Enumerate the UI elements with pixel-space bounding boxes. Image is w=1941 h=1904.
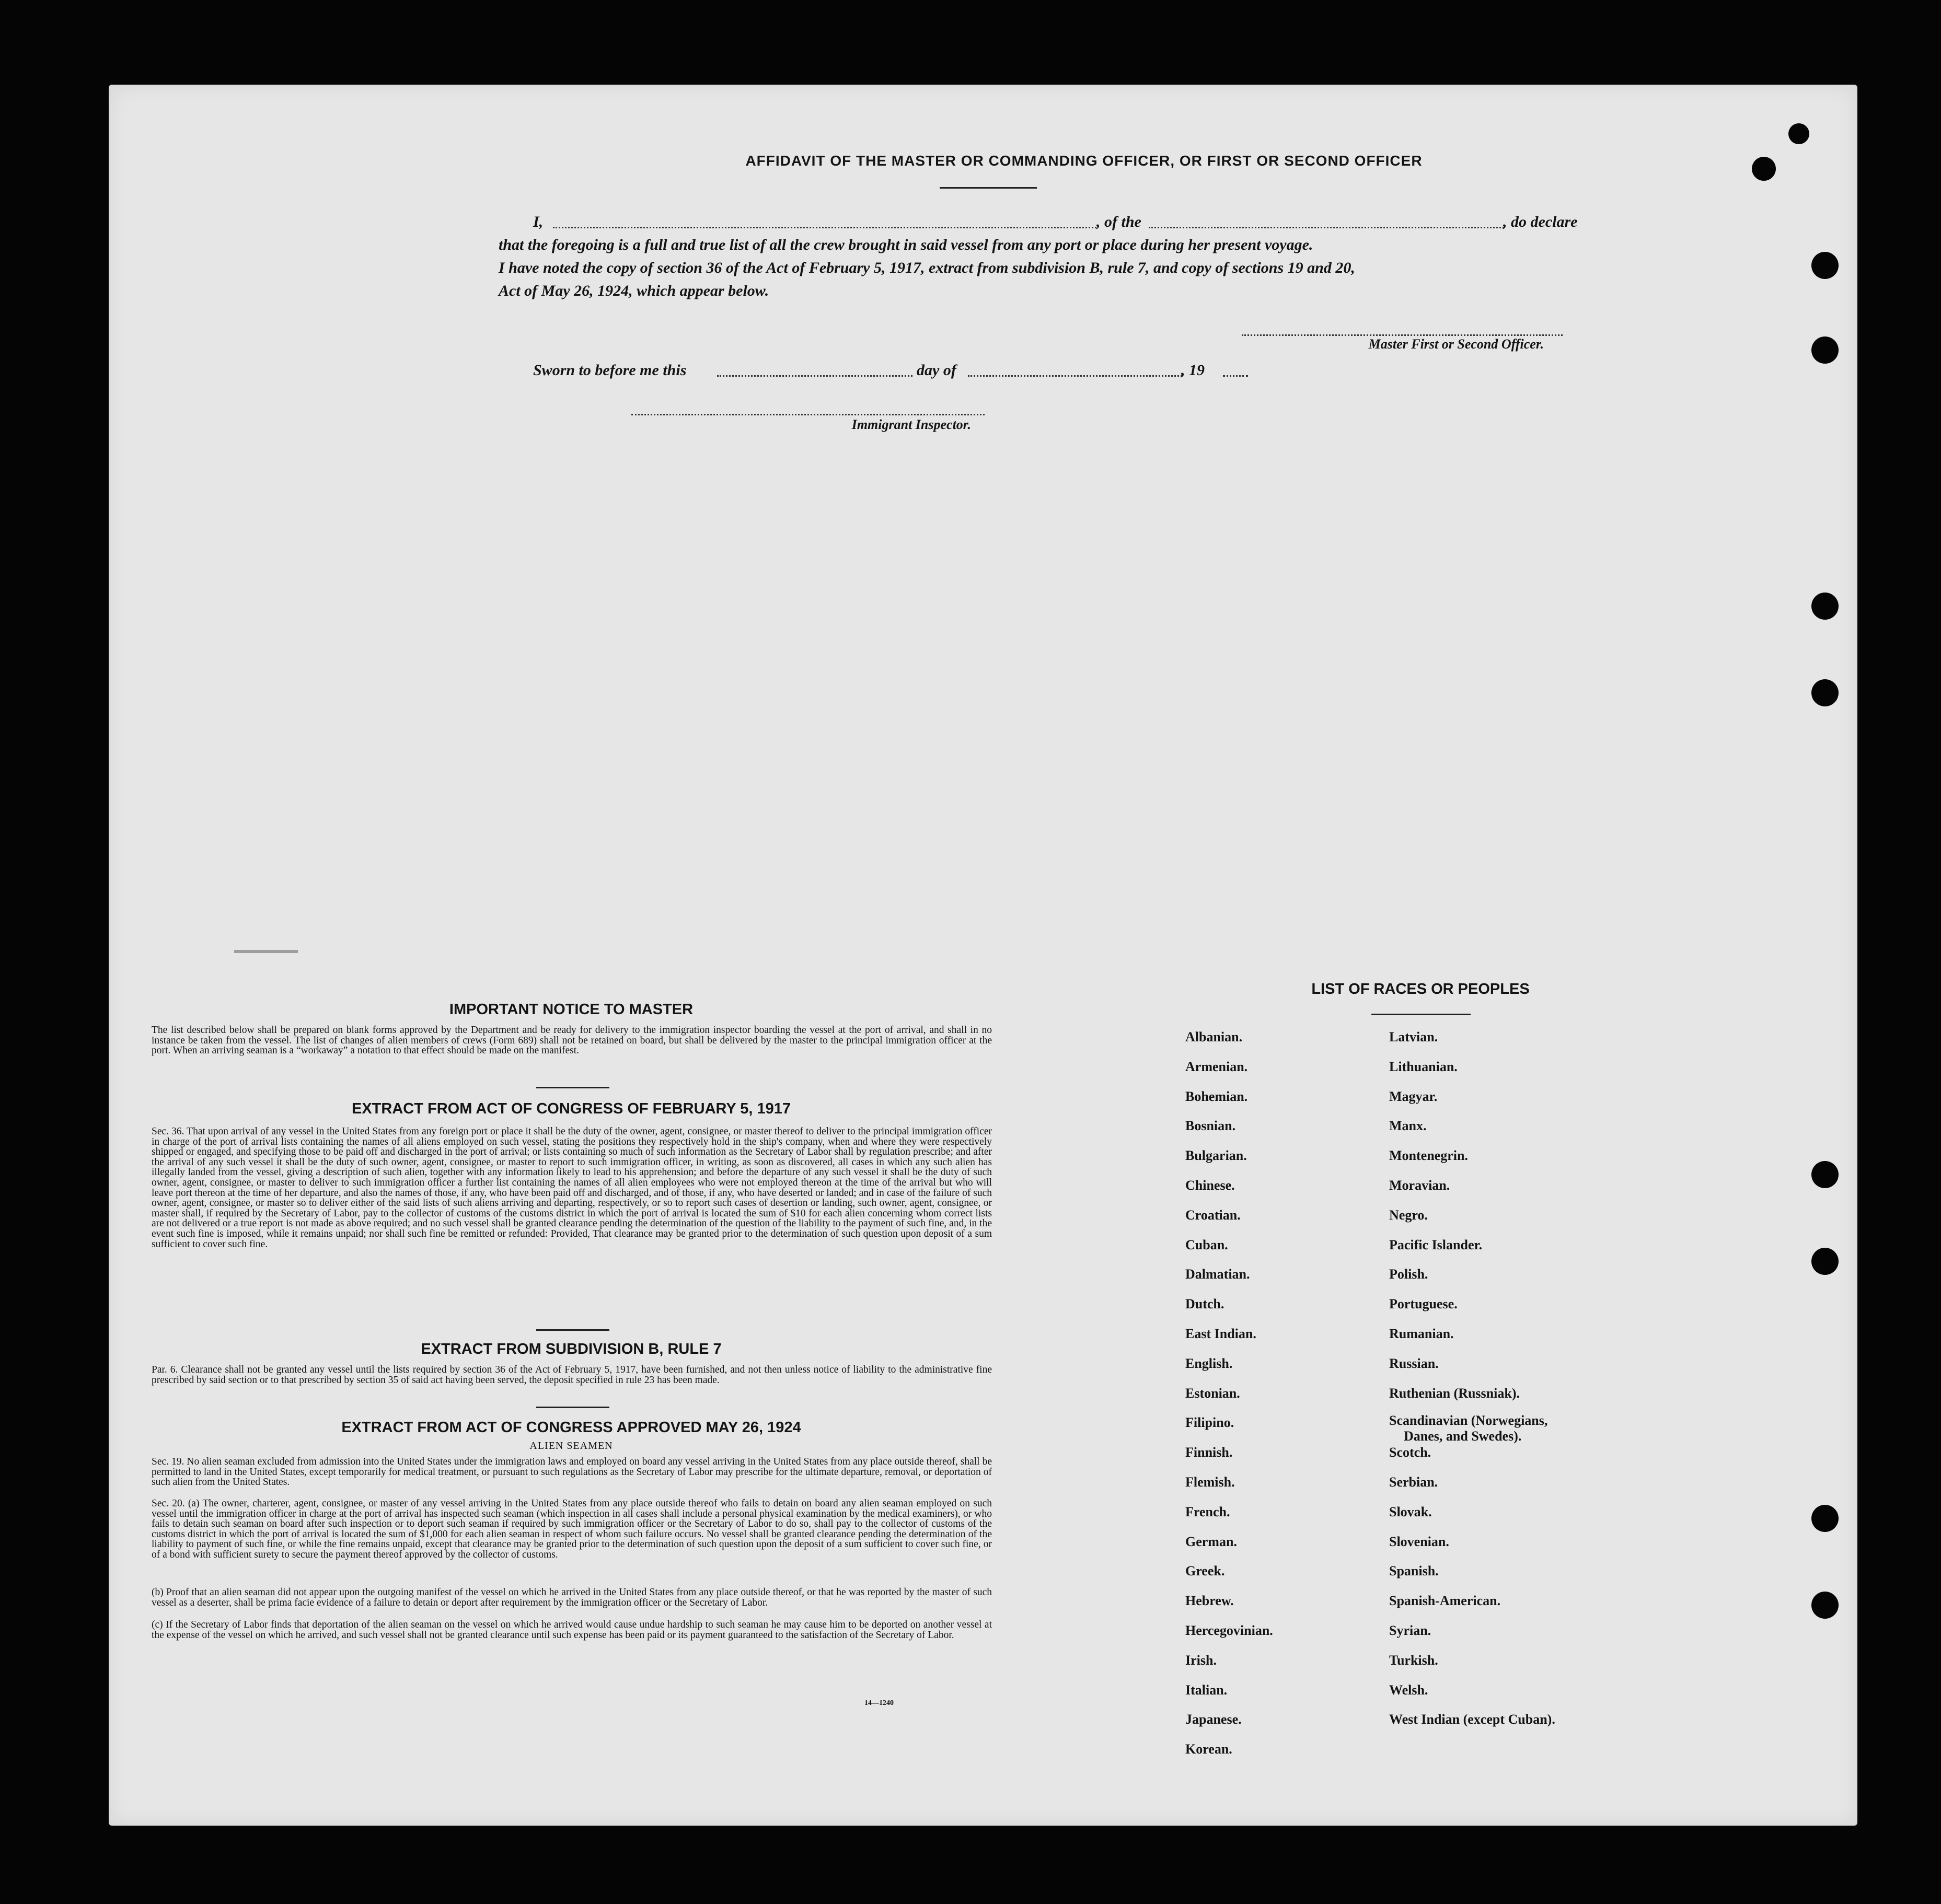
sworn-label: Sworn to before me this: [533, 362, 687, 379]
rule7-text: Par. 6. Clearance shall not be granted any vessel until the lists required by section 36 of the Act of February 5, 1917, have been furnished, and not then unless notice of liability to the administrative fine prescribed by said section or to that prescribed by section 35 of said act having been served, the deposit specified in rule 23 has been made.: [152, 1364, 992, 1386]
race-item: Negro.: [1389, 1208, 1428, 1223]
race-item: English.: [1185, 1356, 1233, 1371]
sworn-year-label: , 19: [1181, 362, 1205, 379]
race-item: Turkish.: [1389, 1653, 1438, 1668]
binder-hole: [1811, 336, 1839, 364]
sworn-year-field[interactable]: [1223, 375, 1248, 377]
binder-hole: [1811, 679, 1839, 706]
race-item: Manx.: [1389, 1118, 1427, 1133]
master-name-field[interactable]: [553, 227, 1096, 228]
race-item: German.: [1185, 1534, 1237, 1549]
race-item: Estonian.: [1185, 1386, 1240, 1401]
race-item: Dutch.: [1185, 1296, 1224, 1311]
race-item: Bulgarian.: [1185, 1148, 1247, 1163]
race-item: Spanish-American.: [1389, 1593, 1501, 1608]
race-item: Russian.: [1389, 1356, 1439, 1371]
affidavit-of-the-label: , of the: [1096, 213, 1141, 230]
notice-text: The list described below shall be prepared on blank forms approved by the Department and be ready for delivery to the immigration inspector boarding the vessel at the port of arrival, and shall in no instance be taken from the vessel. The list of changes of alien members of crews (Form 689) shall not be retained on board, but shall be delivered by the master to the principal immigration officer at the port. When an arriving seaman is a “workaway” a notation to that effect should be made on the manifest.: [152, 1025, 992, 1057]
affidavit-line-3: I have noted the copy of section 36 of the Act of February 5, 1917, extract from subdivision B, rule 7, and copy of sections 19 and 20,: [499, 259, 1355, 276]
race-item: Slovenian.: [1389, 1534, 1449, 1549]
sworn-month-field[interactable]: [968, 375, 1182, 377]
binder-hole: [1752, 157, 1776, 181]
race-item: West Indian (except Cuban).: [1389, 1712, 1555, 1727]
race-item: Italian.: [1185, 1682, 1228, 1698]
race-item: Armenian.: [1185, 1059, 1248, 1074]
section-divider: [536, 1329, 609, 1331]
race-item: Portuguese.: [1389, 1296, 1458, 1311]
race-item: Greek.: [1185, 1563, 1225, 1578]
binder-hole: [1811, 1161, 1839, 1188]
affidavit-i-label: I,: [533, 213, 544, 230]
race-item: Flemish.: [1185, 1475, 1235, 1490]
race-item: Danes, and Swedes).: [1404, 1429, 1522, 1444]
race-item: Ruthenian (Russniak).: [1389, 1386, 1520, 1401]
binder-hole: [1811, 593, 1839, 620]
rule7-title: EXTRACT FROM SUBDIVISION B, RULE 7: [421, 1341, 722, 1357]
race-item: Albanian.: [1185, 1029, 1243, 1044]
sec19-text: Sec. 19. No alien seaman excluded from admission into the United States under the immigration laws and employed on board any vessel arriving in the United States from any place outside thereof, shall be permitted to land in the United States, except temporarily for medical treatment, or pursuant to such regulations as the Secretary of Labor may prescribe for the ultimate departure, removal, or deportation of such alien from the United States.: [152, 1456, 992, 1488]
race-item: Japanese.: [1185, 1712, 1242, 1727]
binder-hole: [1788, 123, 1809, 144]
section-divider: [536, 1407, 609, 1408]
section-divider: [536, 1087, 609, 1088]
race-item: Chinese.: [1185, 1178, 1235, 1193]
inspector-label: Immigrant Inspector.: [851, 417, 971, 432]
race-item: Moravian.: [1389, 1178, 1450, 1193]
sworn-day-field[interactable]: [717, 375, 912, 377]
race-item: Korean.: [1185, 1742, 1232, 1757]
race-item: East Indian.: [1185, 1326, 1256, 1341]
title-underline: [940, 187, 1037, 189]
binder-hole: [1811, 1505, 1839, 1532]
affidavit-line-4: Act of May 26, 1924, which appear below.: [499, 282, 769, 299]
affidavit-declare-label: , do declare: [1503, 213, 1578, 230]
race-item: Finnish.: [1185, 1445, 1233, 1460]
race-item: Magyar.: [1389, 1089, 1438, 1104]
race-item: Welsh.: [1389, 1682, 1428, 1698]
races-underline: [1371, 1014, 1471, 1015]
race-item: Syrian.: [1389, 1623, 1431, 1638]
stamp-mark: [234, 950, 298, 953]
race-item: French.: [1185, 1504, 1230, 1519]
race-item: Hercegovinian.: [1185, 1623, 1273, 1638]
form-number: 14—1240: [864, 1699, 894, 1707]
race-item: Croatian.: [1185, 1208, 1241, 1223]
alien-seamen-subtitle: ALIEN SEAMEN: [529, 1440, 613, 1452]
race-item: Serbian.: [1389, 1475, 1438, 1490]
master-signature-field[interactable]: [1242, 334, 1563, 336]
sworn-day-of-label: day of: [917, 362, 956, 379]
vessel-name-field[interactable]: [1149, 227, 1504, 228]
sec20c-text: (c) If the Secretary of Labor finds that deportation of the alien seaman on the vessel on which he arrived would cause undue hardship to such seaman he may cause him to be deported on another vessel at the expense of the vessel on which he arrived, and such vessel shall not be granted clearance until such expense has been paid or its payment guaranteed to the satisfaction of the Secretary of Labor.: [152, 1619, 992, 1641]
extract-1924-title: EXTRACT FROM ACT OF CONGRESS APPROVED MAY 26, 1924: [341, 1419, 801, 1436]
race-item: Hebrew.: [1185, 1593, 1234, 1608]
race-item: Dalmatian.: [1185, 1267, 1250, 1282]
race-item: Bosnian.: [1185, 1118, 1236, 1133]
affidavit-title: AFFIDAVIT OF THE MASTER OR COMMANDING OFFICER, OR FIRST OR SECOND OFFICER: [745, 153, 1423, 169]
race-item: Rumanian.: [1389, 1326, 1454, 1341]
race-item: Montenegrin.: [1389, 1148, 1468, 1163]
inspector-signature-field[interactable]: [631, 414, 985, 415]
race-item: Scotch.: [1389, 1445, 1431, 1460]
notice-title: IMPORTANT NOTICE TO MASTER: [449, 1001, 694, 1018]
affidavit-line-2: that the foregoing is a full and true list of all the crew brought in said vessel from any port or place during her present voyage.: [499, 236, 1313, 253]
extract-1917-title: EXTRACT FROM ACT OF CONGRESS OF FEBRUARY 5, 1917: [351, 1100, 791, 1117]
race-item: Bohemian.: [1185, 1089, 1248, 1104]
binder-hole: [1811, 1592, 1839, 1619]
binder-hole: [1811, 252, 1839, 279]
race-item: Scandinavian (Norwegians,: [1389, 1413, 1548, 1428]
race-item: Slovak.: [1389, 1504, 1432, 1519]
extract-1917-text: Sec. 36. That upon arrival of any vessel in the United States from any foreign port or place it shall be the duty of the owner, agent, consignee, or master thereof to deliver to the principal immigration officer in charge of the port of arrival lists containing the names of all aliens employed on such vessel, stating the positions they respectively hold in the ship's company, when and where they were respectively shipped or engaged, and specifying those to be paid off and discharged in the port of arrival; or lists containing so much of such information as the Secretary of Labor shall by regulation prescribe; and after the arrival of any such vessel it shall be the duty of such owner, agent, consignee, or master to report to such immigration officer, in writing, as soon as discovered, all cases in which any such alien has illegally landed from the vessel, giving a description of such alien, together with any information likely to lead to his apprehension; and before the departure of any such vessel it shall be the duty of such owner, agent, consignee, or master to deliver to such immigration officer a further list containing the names of all alien employees who were not employed thereon at the time of the arrival but who will leave port thereon at the time of her departure, and also the names of those, if any, who have been paid off and discharged, and of those, if any, who have deserted or landed; and in case of the failure of such owner, agent, consignee, or master so to deliver either of the said lists of such aliens arriving and departing, respectively, or so to report such cases of desertion or landing, such owner, agent, consignee, or master shall, if required by the Secretary of Labor, pay to the collector of customs of the customs district in which the port of arrival is located the sum of $10 for each alien concerning whom correct lists are not delivered or a true report is not made as above required; and no such vessel shall be granted clearance pending the determination of the question of the liability to the payment of such fine, and, in the event such fine is imposed, while it remains unpaid; nor shall such fine be remitted or refunded: Provided, That clearance may be granted prior to the determination of such question upon deposit of a sum sufficient to cover such fine.: [152, 1126, 992, 1250]
race-item: Spanish.: [1389, 1563, 1439, 1578]
binder-hole: [1811, 1248, 1839, 1275]
race-item: Cuban.: [1185, 1237, 1228, 1252]
form-page: [109, 85, 1857, 1826]
race-item: Irish.: [1185, 1653, 1217, 1668]
race-item: Pacific Islander.: [1389, 1237, 1483, 1252]
race-item: Latvian.: [1389, 1029, 1438, 1044]
race-item: Lithuanian.: [1389, 1059, 1458, 1074]
race-item: Filipino.: [1185, 1415, 1234, 1430]
sec20b-text: (b) Proof that an alien seaman did not appear upon the outgoing manifest of the vessel on which he arrived in the United States from any place outside thereof, or that he was reported by the master of such vessel as a deserter, shall be prima facie evidence of a failure to detain or deport after requirement by the immigration officer or the Secretary of Labor.: [152, 1587, 992, 1608]
race-item: Polish.: [1389, 1267, 1428, 1282]
master-signature-label: Master First or Second Officer.: [1368, 336, 1544, 352]
races-title: LIST OF RACES OR PEOPLES: [1311, 981, 1530, 997]
sec20a-text: Sec. 20. (a) The owner, charterer, agent, consignee, or master of any vessel arriving in the United States from any place outside thereof who fails to detain on board any alien seaman employed on such vessel until the immigration officer in charge at the port of arrival has inspected such seaman (which inspection in all cases shall include a personal physical examination by the medical examiners), or who fails to detain such seaman on board after such inspection or to deport such seaman if required by such immigration officer or the Secretary of Labor to do so, shall pay to the collector of customs of the customs district in which the port of arrival is located the sum of $1,000 for each alien seaman in respect of whom such failure occurs. No vessel shall be granted clearance pending the determination of the liability to payment of such fine, or while the fine remains unpaid, except that clearance may be granted prior to the determination of such question upon the deposit of a sum sufficient to cover such fine, or of a bond with sufficient surety to secure the payment thereof approved by the collector of customs.: [152, 1498, 992, 1560]
